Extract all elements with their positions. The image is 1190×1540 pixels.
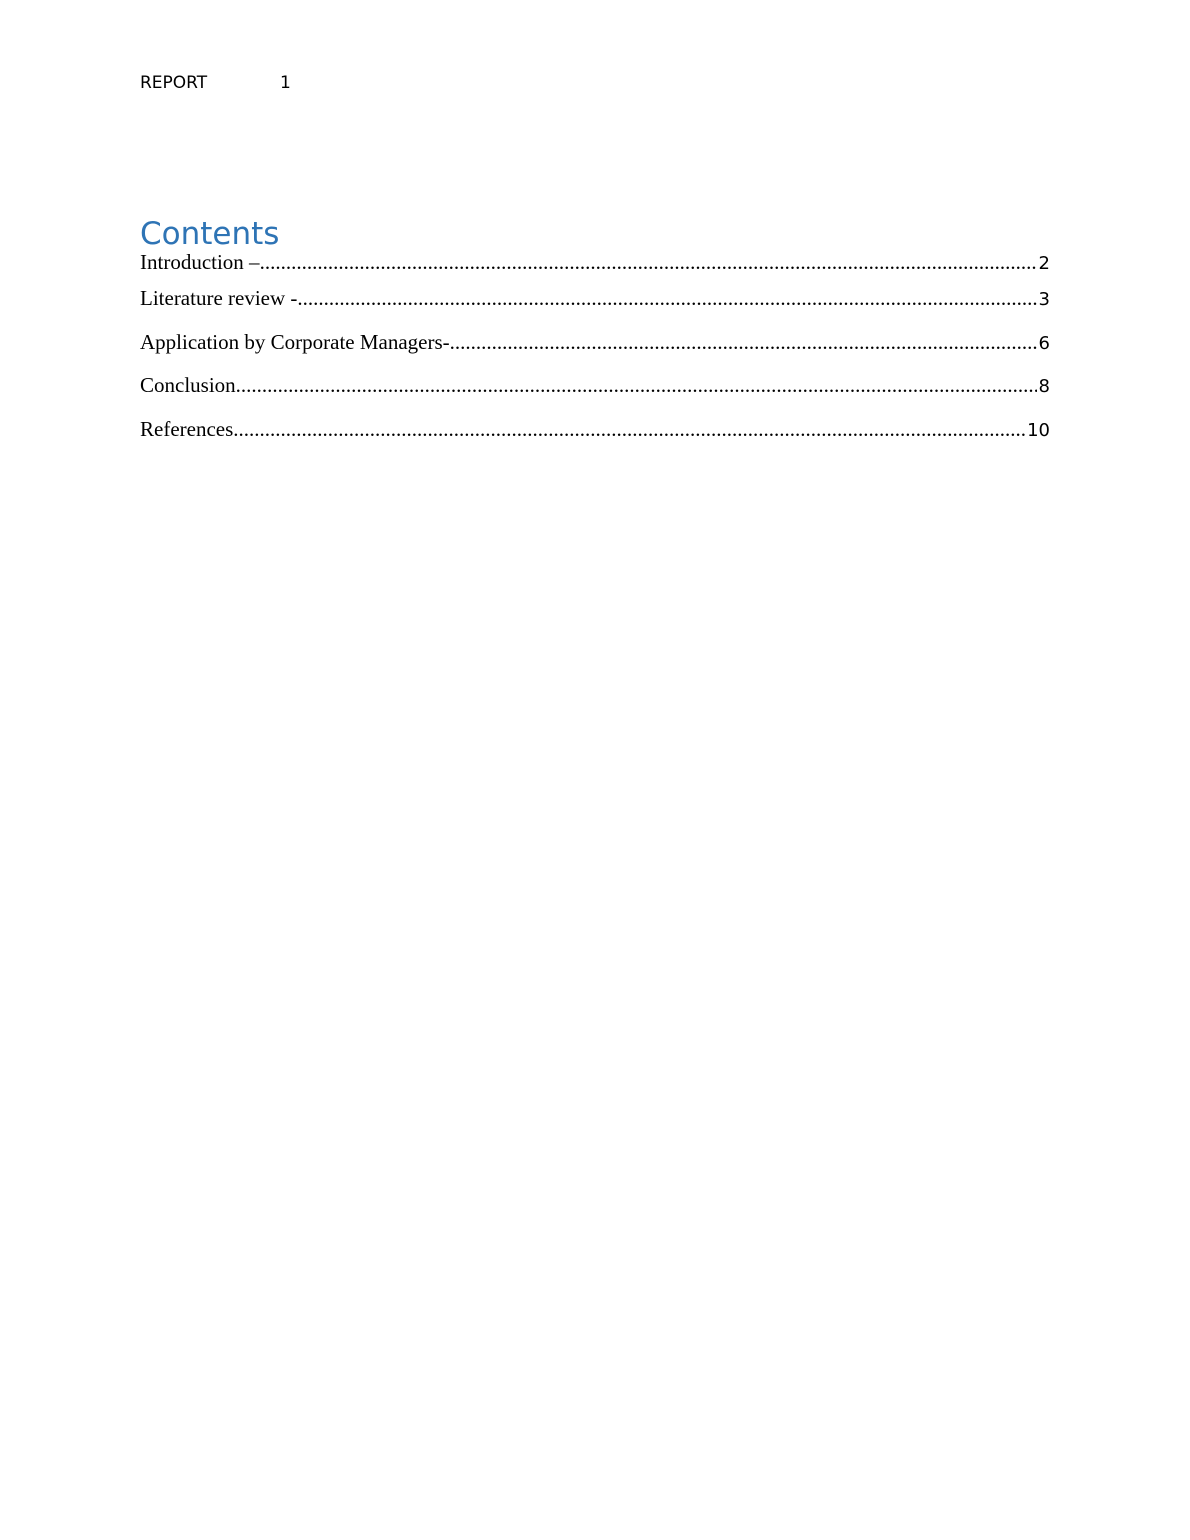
toc-list — [140, 250, 1050, 460]
toc-entry-label: Application by Corporate Managers- — [140, 329, 450, 354]
toc-entry-application[interactable] — [140, 330, 1050, 374]
toc-dot-leader — [297, 286, 1036, 311]
toc-dot-leader — [450, 330, 1037, 355]
header-page-number: 1 — [280, 73, 291, 93]
toc-entry-label: References — [140, 416, 234, 441]
toc-entry-label: Literature review - — [140, 286, 298, 310]
toc-dot-leader — [236, 373, 1037, 398]
toc-entry-page: 6 — [1038, 332, 1050, 354]
toc-entry-literature-review[interactable] — [140, 286, 1050, 330]
toc-entry-page: 3 — [1038, 289, 1050, 310]
toc-entry-page: 8 — [1038, 376, 1050, 397]
page-header — [140, 72, 291, 94]
toc-entry-page: 2 — [1038, 253, 1050, 274]
toc-heading: Contents — [140, 216, 280, 252]
table-of-contents — [140, 212, 1050, 460]
toc-entry-page: 10 — [1027, 419, 1050, 441]
toc-dot-leader — [233, 417, 1025, 442]
header-title: REPORT — [140, 73, 208, 93]
toc-entry-conclusion[interactable] — [140, 373, 1050, 417]
toc-dot-leader — [260, 250, 1037, 275]
toc-entry-introduction[interactable] — [140, 250, 1050, 286]
toc-entry-label: Introduction – — [140, 250, 260, 274]
toc-entry-label: Conclusion — [140, 373, 236, 397]
toc-entry-references[interactable] — [140, 417, 1050, 461]
